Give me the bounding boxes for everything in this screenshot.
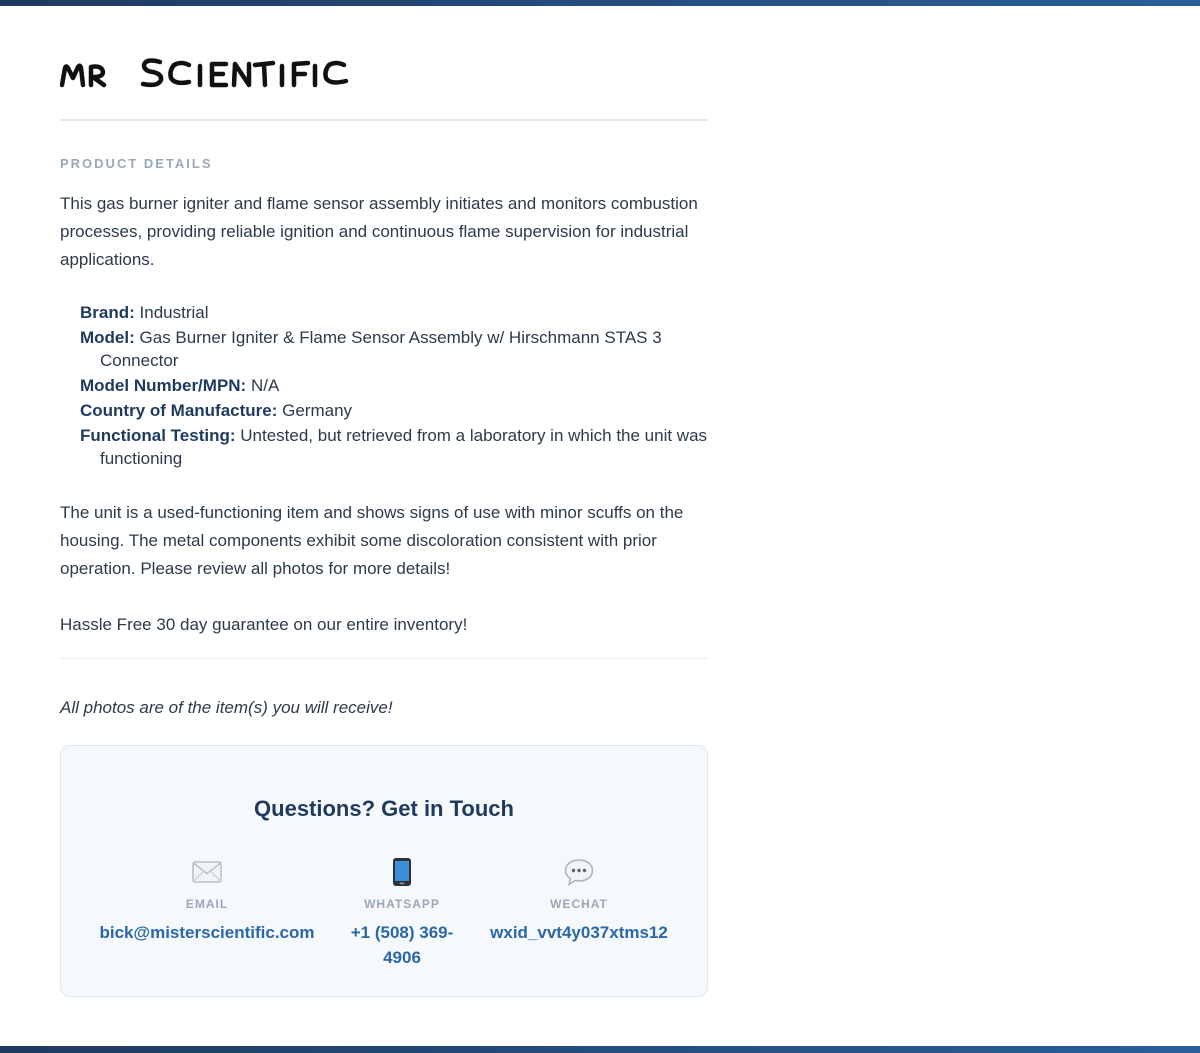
spec-key: Functional Testing: [80, 426, 236, 445]
spec-item-brand [80, 301, 708, 324]
header-divider [60, 119, 708, 121]
spec-value: Untested, but retrieved from a laboratory in which the unit was functioning [100, 426, 708, 468]
email-link[interactable]: bick@misterscientific.com [99, 923, 315, 942]
guarantee-text: Hassle Free 30 day guarantee on our entire inventory! [60, 615, 468, 634]
mobile-phone-icon [347, 856, 457, 888]
spec-item-model [80, 326, 708, 372]
brand-logo-art [60, 52, 360, 92]
top-accent-bar [0, 0, 1200, 6]
condition-notes: The unit is a used-functioning item and shows signs of use with minor scuffs on the housing. The metal components exhibit some discoloration consistent with prior operation. Please review all photos for more details! [60, 503, 684, 578]
contact-title: Questions? Get in Touch [254, 796, 514, 821]
spec-item-country [80, 399, 708, 422]
spec-key: Model Number/MPN: [80, 376, 247, 395]
product-description: This gas burner igniter and flame sensor assembly initiates and monitors combustion processes, providing reliable ignition and continuous flame supervision for industrial applications. [60, 194, 698, 269]
wechat-id[interactable]: wxid_vvt4y037xtms12 [490, 923, 668, 942]
spec-item-testing [80, 424, 708, 470]
content-divider [60, 658, 708, 659]
spec-key: Model: [80, 328, 135, 347]
spec-value: Industrial [139, 303, 209, 322]
spec-item-mpn [80, 374, 708, 397]
photos-note: All photos are of the item(s) you will receive! [60, 698, 393, 717]
wechat-label: WECHAT [550, 897, 608, 911]
contact-card [60, 745, 708, 997]
spec-list [80, 301, 708, 472]
spec-key: Country of Manufacture: [80, 401, 278, 420]
contact-email [81, 856, 333, 945]
brand-logo [60, 52, 360, 92]
whatsapp-link[interactable]: +1 (508) 369-4906 [350, 923, 454, 967]
spec-value: Gas Burner Igniter & Flame Sensor Assembly w/ Hirschmann STAS 3 Connector [100, 328, 662, 370]
whatsapp-label: WHATSAPP [364, 897, 440, 911]
contact-wechat [479, 856, 679, 945]
section-heading: PRODUCT DETAILS [60, 156, 213, 171]
spec-value: Germany [282, 401, 353, 420]
speech-bubble-icon [479, 856, 679, 888]
email-label: EMAIL [185, 897, 229, 911]
spec-value: N/A [250, 376, 280, 395]
contact-whatsapp [347, 856, 457, 970]
bottom-accent-bar [0, 1046, 1200, 1053]
envelope-icon [81, 856, 333, 888]
spec-key: Brand: [80, 303, 135, 322]
